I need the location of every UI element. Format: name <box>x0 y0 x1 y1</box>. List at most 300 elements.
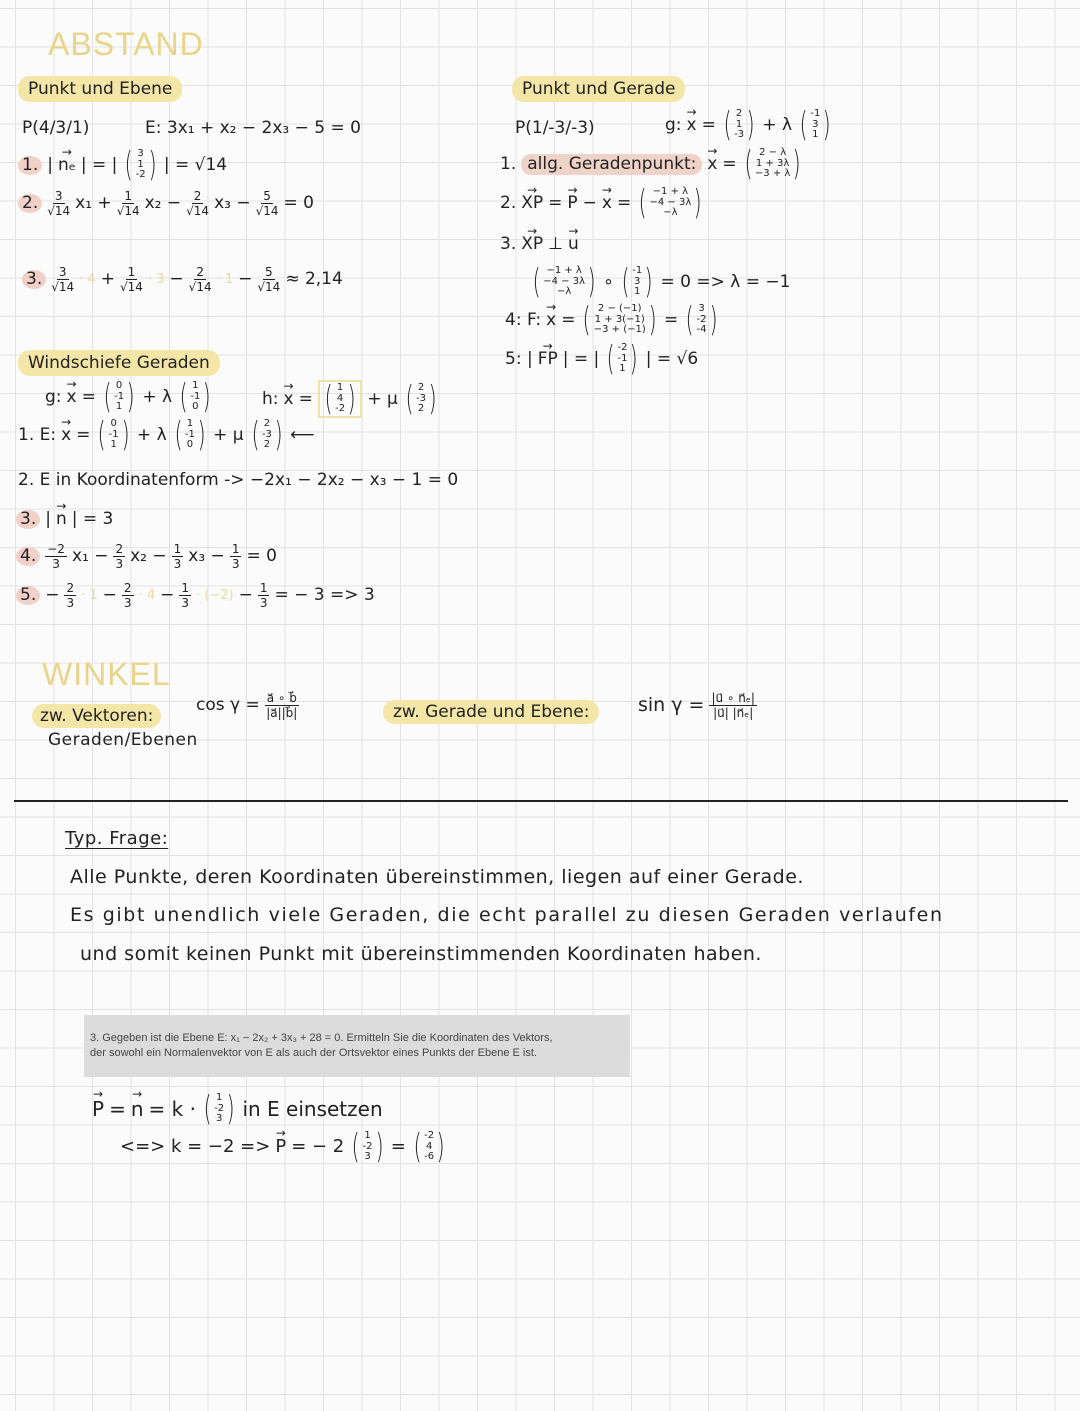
vector-component: -2 <box>335 403 346 415</box>
ws-line-g <box>45 377 214 417</box>
paren-right: ) <box>375 1127 384 1167</box>
vector-component: −λ <box>663 207 678 219</box>
typ-frage-line-3: und somit keinen Punkt mit übereinstimmenden Koordinaten haben. <box>80 943 762 965</box>
vector-symbol: → P <box>567 195 577 212</box>
vector-symbol: → XP <box>521 236 543 253</box>
vector-component: -2 <box>362 1140 373 1152</box>
column-vector <box>177 377 214 417</box>
math-text: | = | <box>80 154 118 175</box>
fraction <box>122 582 134 609</box>
math-text: h: <box>262 388 279 409</box>
vector-component: −3 + λ <box>754 168 791 180</box>
fraction <box>179 582 191 609</box>
fraction <box>265 692 299 719</box>
numerator: 2 <box>115 542 124 556</box>
substituted-value: · 3 <box>147 272 165 287</box>
vector-symbol: → P <box>92 1099 104 1119</box>
vector-components <box>543 266 585 298</box>
vector-symbol: → nₑ <box>58 157 76 174</box>
vector-symbol: → n <box>131 1099 144 1119</box>
vector-component: 1 <box>619 363 626 375</box>
vector-component: 4 <box>425 1140 433 1152</box>
vector-component: −1 + λ <box>546 265 582 277</box>
vector-component: 0 <box>192 401 199 413</box>
paren-right: ) <box>436 1127 445 1167</box>
vector-component: -3 <box>416 392 427 404</box>
vector-components <box>618 343 628 375</box>
numerator: a⃗ ∘ b⃗ <box>266 691 297 705</box>
vector-component: −4 − 3λ <box>543 275 586 287</box>
fraction <box>230 543 242 570</box>
ws-step-1 <box>18 415 315 455</box>
math-text: − <box>102 585 117 605</box>
vector-component: 3 <box>364 1151 371 1163</box>
vector-component: 1 <box>115 401 123 413</box>
denominator: 3 <box>123 596 132 610</box>
fraction <box>113 543 125 570</box>
paren-left: ( <box>685 300 694 340</box>
paren-right: ) <box>126 377 135 417</box>
paren-left: ( <box>638 183 647 223</box>
math-text: E: 3x₁ + x₂ − 2x₃ − 5 = 0 <box>145 118 361 138</box>
numerator: 2 <box>66 581 75 595</box>
column-vector <box>530 262 598 302</box>
vector-component: -1 <box>108 428 119 440</box>
math-text: x₃ − <box>188 546 225 566</box>
pe-step-3 <box>22 266 343 293</box>
vector-symbol: → x <box>61 427 71 444</box>
vector-components <box>214 1093 224 1125</box>
math-text: ∘ <box>603 271 614 292</box>
vector-component: 0 <box>115 380 123 392</box>
math-text: | <box>47 154 53 175</box>
math-text: x₂ − <box>144 193 182 213</box>
vector-component: −3 + (−1) <box>593 324 646 336</box>
vector-component: 0 <box>110 418 117 430</box>
given-point <box>22 120 89 137</box>
vector-components <box>649 187 691 219</box>
denominator: 3 <box>259 596 268 610</box>
column-vector <box>201 1089 238 1129</box>
paren-left: ( <box>103 377 112 417</box>
vector-component: 1 <box>216 1092 223 1104</box>
paren-right: ) <box>428 379 437 419</box>
solution-line-1 <box>92 1089 383 1129</box>
fraction <box>189 266 212 293</box>
math-text: − <box>169 269 184 289</box>
vector-component: -2 <box>135 169 146 181</box>
pg-step-1 <box>500 144 804 184</box>
math-text: 1. E: <box>18 424 57 445</box>
math-text: ⊥ <box>548 234 563 254</box>
pg-step-4 <box>505 300 720 340</box>
vector-symbol: → x <box>284 391 294 408</box>
denominator: |a⃗||b⃗| <box>266 706 298 720</box>
typ-frage-line-2: Es gibt unendlich viele Geraden, die echt parallel zu diesen Geraden verlaufen <box>70 904 944 926</box>
pg-line <box>665 105 834 145</box>
math-text: − <box>160 585 175 605</box>
heading-windschiefe: Windschiefe Geraden <box>18 350 220 376</box>
numerator: 1 <box>259 581 268 595</box>
vector-component: −4 − 3λ <box>649 196 692 208</box>
fraction <box>51 266 74 293</box>
vector-components <box>424 1131 434 1163</box>
math-text: x₁ − <box>71 546 109 566</box>
math-text: + λ <box>762 114 793 135</box>
paren-left: ( <box>405 379 414 419</box>
vector-components <box>185 419 195 451</box>
math-text: 2. E in Koordinatenform -> −2x₁ − 2x₂ − x₃ − 1 = 0 <box>18 470 459 490</box>
numerator: 2 <box>123 581 132 595</box>
paren-left: ( <box>583 300 592 340</box>
label-zw-vektoren: zw. Vektoren: <box>32 704 161 728</box>
vector-component: -1 <box>184 428 195 440</box>
column-vector <box>580 300 659 340</box>
sin-formula <box>638 692 757 719</box>
math-text: − <box>238 585 253 605</box>
paren-left: ( <box>413 1127 422 1167</box>
paren-left: ( <box>174 415 183 455</box>
paren-right: ) <box>792 144 801 184</box>
substituted-value: · (−2) <box>196 588 234 603</box>
ws-step-3 <box>16 510 113 529</box>
math-text: − <box>45 585 60 605</box>
math-text: in E einsetzen <box>242 1097 383 1121</box>
denominator: √14 <box>47 204 71 218</box>
vector-component: −1 + λ <box>652 186 689 198</box>
column-vector <box>318 380 363 418</box>
ws-step-2 <box>18 472 458 489</box>
vector-component: 2 − (−1) <box>597 303 642 315</box>
math-text: = <box>390 1136 406 1157</box>
vector-component: -1 <box>114 390 125 402</box>
denominator: 3 <box>181 596 189 610</box>
pg-step-3b <box>530 262 791 302</box>
vector-component: 1 <box>186 418 194 430</box>
math-text: = − 2 <box>291 1136 345 1157</box>
vector-components <box>594 304 646 336</box>
paren-left: ( <box>532 262 541 302</box>
denominator: 3 <box>231 557 240 571</box>
math-text: = <box>616 192 632 213</box>
math-text: = − 3 => 3 <box>274 585 375 605</box>
typ-frage-heading: Typ. Frage: <box>65 828 169 849</box>
vector-components <box>810 109 820 141</box>
heading-punkt-gerade: Punkt und Gerade <box>512 76 685 102</box>
fraction <box>186 190 209 217</box>
fraction <box>117 190 140 217</box>
vector-components <box>262 419 272 451</box>
math-text: 2. <box>500 192 517 213</box>
math-text: | = | <box>562 348 600 369</box>
paren-right: ) <box>121 415 130 455</box>
numerator: 2 <box>193 189 202 203</box>
vector-symbol: → P <box>275 1138 286 1156</box>
math-text: 3. <box>500 234 517 254</box>
math-text: | = √14 <box>163 154 228 175</box>
paren-right: ) <box>746 105 755 145</box>
fraction <box>45 543 67 570</box>
vector-component: 1 <box>137 158 144 170</box>
paren-right: ) <box>648 300 657 340</box>
vector-symbol: → XP <box>521 195 543 212</box>
column-vector <box>619 262 656 302</box>
typ-frage-line-1: Alle Punkte, deren Koordinaten übereinstimmen, liegen auf einer Gerade. <box>70 866 804 888</box>
vector-component: 3 <box>812 118 819 130</box>
paren-left: ( <box>203 1089 212 1129</box>
math-text: | = 3 <box>71 509 114 529</box>
paren-right: ) <box>822 105 831 145</box>
vector-component: 2 <box>263 418 271 430</box>
math-text: sin γ = <box>638 694 705 716</box>
numerator: −2 <box>47 542 65 556</box>
vector-symbol: → u <box>568 236 579 253</box>
math-text: = k · <box>148 1097 196 1121</box>
math-text: + μ <box>367 388 398 409</box>
section-divider <box>14 800 1068 802</box>
vector-component: 1 <box>634 286 641 298</box>
vector-components <box>335 383 345 415</box>
vector-component: 1 + 3λ <box>755 157 790 169</box>
column-vector <box>101 377 138 417</box>
column-vector <box>742 144 804 184</box>
vector-component: 1 <box>364 1130 371 1142</box>
vector-components <box>755 148 790 180</box>
numerator: |u⃗ ∘ n⃗ₑ| <box>711 691 755 705</box>
label-gerade-ebene: zw. Gerade und Ebene: <box>383 700 599 724</box>
vector-symbol: → x <box>602 195 612 212</box>
paren-right: ) <box>202 377 211 417</box>
vector-symbol: → x <box>546 312 556 329</box>
paren-right: ) <box>709 300 718 340</box>
vector-component: -2 <box>424 1130 435 1142</box>
pe-step-1 <box>18 145 228 185</box>
math-text: + <box>100 269 115 289</box>
math-text: | <box>45 509 51 529</box>
numerator: 1 <box>181 581 189 595</box>
solution-line-2 <box>120 1127 447 1167</box>
math-text: = 0 <box>246 546 277 566</box>
vector-component: -2 <box>214 1102 225 1114</box>
fraction <box>120 266 143 293</box>
column-vector <box>604 339 641 379</box>
math-text: = <box>76 424 91 445</box>
paren-left: ( <box>125 145 133 185</box>
paren-left: ( <box>723 105 732 145</box>
math-text: = <box>722 153 737 174</box>
substituted-value: · 4 <box>138 588 156 603</box>
paren-left: ( <box>621 262 630 302</box>
vector-components <box>114 381 124 413</box>
vector-component: 2 <box>417 382 425 394</box>
pg-step-5 <box>505 339 699 379</box>
column-vector <box>403 379 440 419</box>
numerator: 3 <box>58 265 67 279</box>
vector-component: 4 <box>336 392 344 404</box>
fraction <box>709 692 756 719</box>
vector-component: 1 <box>812 129 819 141</box>
vector-components <box>136 149 146 181</box>
pe-step-2 <box>18 190 314 217</box>
math-text: g: <box>45 386 62 407</box>
paren-right: ) <box>693 183 702 223</box>
column-vector <box>249 415 286 455</box>
vector-component: 3 <box>216 1113 223 1125</box>
denominator: √14 <box>188 280 212 294</box>
math-text: = <box>701 114 716 135</box>
numerator: 5 <box>263 189 271 203</box>
column-vector <box>683 300 720 340</box>
denominator: √14 <box>116 204 140 218</box>
column-vector <box>172 415 209 455</box>
math-text: P(4/3/1) <box>22 118 90 138</box>
vector-component: 2 <box>263 439 271 451</box>
printed-task-excerpt <box>84 1015 630 1077</box>
paren-left: ( <box>179 377 188 417</box>
paren-left: ( <box>324 379 333 419</box>
vector-component: -1 <box>617 352 628 364</box>
math-text: = <box>664 309 679 330</box>
winkel-title: WINKEL <box>42 656 171 692</box>
paren-left: ( <box>799 105 808 145</box>
numerator: 1 <box>124 189 132 203</box>
paren-left: ( <box>351 1127 360 1167</box>
paren-right: ) <box>274 415 283 455</box>
math-text: + μ <box>213 424 244 445</box>
task-text-line-1: 3. Gegeben ist die Ebene E: x₁ − 2x₂ + 3x₃ + 28 = 0. Ermitteln Sie die Koordinaten des Vektors, <box>90 1032 553 1044</box>
paren-left: ( <box>606 339 615 379</box>
vector-component: 1 + 3(−1) <box>594 313 645 325</box>
math-text: x₃ − <box>214 193 251 213</box>
denominator: √14 <box>51 280 75 294</box>
vector-component: -2 <box>696 313 707 325</box>
vector-component: 3 <box>137 148 144 160</box>
paren-left: ( <box>251 415 260 455</box>
denominator: 3 <box>115 557 124 571</box>
fraction <box>256 190 279 217</box>
math-text: = <box>561 309 576 330</box>
step-number: 4. <box>16 547 40 566</box>
math-text: = <box>109 1097 126 1121</box>
paren-right: ) <box>148 145 157 185</box>
math-text: + λ <box>142 386 173 407</box>
column-vector <box>411 1127 448 1167</box>
math-text: P(1/-3/-3) <box>515 118 595 138</box>
denominator: 3 <box>173 557 182 571</box>
numerator: 1 <box>173 542 182 556</box>
ws-step-5 <box>16 582 375 609</box>
denominator: √14 <box>257 280 281 294</box>
step-number: 2. <box>18 194 42 213</box>
math-text: = <box>548 192 563 213</box>
vector-component: 2 <box>417 403 425 415</box>
vector-components <box>363 1131 373 1163</box>
denominator: √14 <box>119 280 143 294</box>
math-text: = <box>81 386 96 407</box>
denominator: √14 <box>186 204 210 218</box>
vector-component: 3 <box>634 275 641 287</box>
denominator: 3 <box>52 557 60 571</box>
fraction <box>47 190 70 217</box>
math-text: − <box>238 269 253 289</box>
denominator: |u⃗| |n⃗ₑ| <box>713 706 754 720</box>
fraction <box>258 582 270 609</box>
step-number: 3. <box>22 270 46 289</box>
denominator: √14 <box>255 204 279 218</box>
vector-components <box>109 419 119 451</box>
substituted-value: · 4 <box>79 272 96 287</box>
vector-symbol: → n <box>56 511 67 528</box>
substituted-value: · 1 <box>216 272 234 287</box>
numerator: 5 <box>265 265 273 279</box>
numerator: 1 <box>231 542 240 556</box>
math-text: ⟵ <box>290 424 315 445</box>
highlight-label: allg. Geradenpunkt: <box>521 154 702 175</box>
denominator: 3 <box>66 596 75 610</box>
paren-left: ( <box>744 144 753 184</box>
vector-components <box>734 109 744 141</box>
column-vector <box>721 105 758 145</box>
column-vector <box>122 145 159 185</box>
vector-symbol: → x <box>67 389 77 406</box>
task-text-line-2: der sowohl ein Normalenvektor von E als auch der Ortsvektor eines Punkts der Ebene E ist. <box>90 1046 537 1059</box>
vector-component: 1 <box>336 382 344 394</box>
fraction <box>64 582 76 609</box>
label-geraden-ebenen: Geraden/Ebenen <box>48 730 198 750</box>
math-text: <=> k = −2 => <box>120 1136 271 1157</box>
vector-symbol: → x <box>687 117 697 134</box>
vector-components <box>632 266 642 298</box>
paren-right: ) <box>630 339 639 379</box>
vector-component: 1 <box>110 439 117 451</box>
paren-right: ) <box>644 262 653 302</box>
math-text: = 0 => λ = −1 <box>660 271 791 292</box>
given-plane <box>145 120 361 137</box>
fraction <box>257 266 280 293</box>
math-text: x₂ − <box>130 546 167 566</box>
paren-right: ) <box>226 1089 235 1129</box>
vector-component: -1 <box>190 390 201 402</box>
substituted-value: · 1 <box>81 588 98 603</box>
math-text: = <box>298 388 313 409</box>
vector-component: 1 <box>192 380 199 392</box>
numerator: 2 <box>196 265 204 279</box>
step-number: 3. <box>16 510 40 529</box>
vector-component: 1 <box>735 118 743 130</box>
vector-components <box>697 304 707 336</box>
vector-component: -1 <box>810 108 821 120</box>
vector-symbol: → FP <box>538 351 558 368</box>
paren-left: ( <box>98 415 107 455</box>
vector-component: -3 <box>261 428 272 440</box>
vector-symbol: → x <box>707 156 717 173</box>
math-text: cos γ = <box>196 695 260 715</box>
vector-component: -3 <box>734 129 745 141</box>
math-text: + λ <box>136 424 167 445</box>
math-text: = 0 <box>283 193 314 213</box>
step-number: 1. <box>18 156 42 175</box>
step-number: 5. <box>16 586 40 605</box>
vector-component: 2 − λ <box>759 147 787 159</box>
pg-step-3 <box>500 236 579 253</box>
vector-component: -1 <box>632 265 643 277</box>
pg-point <box>515 120 595 137</box>
column-vector <box>636 183 704 223</box>
vector-component: -6 <box>424 1151 435 1163</box>
math-text: 5: | <box>505 348 533 369</box>
abstand-title: ABSTAND <box>48 26 204 62</box>
numerator: 1 <box>127 265 136 279</box>
